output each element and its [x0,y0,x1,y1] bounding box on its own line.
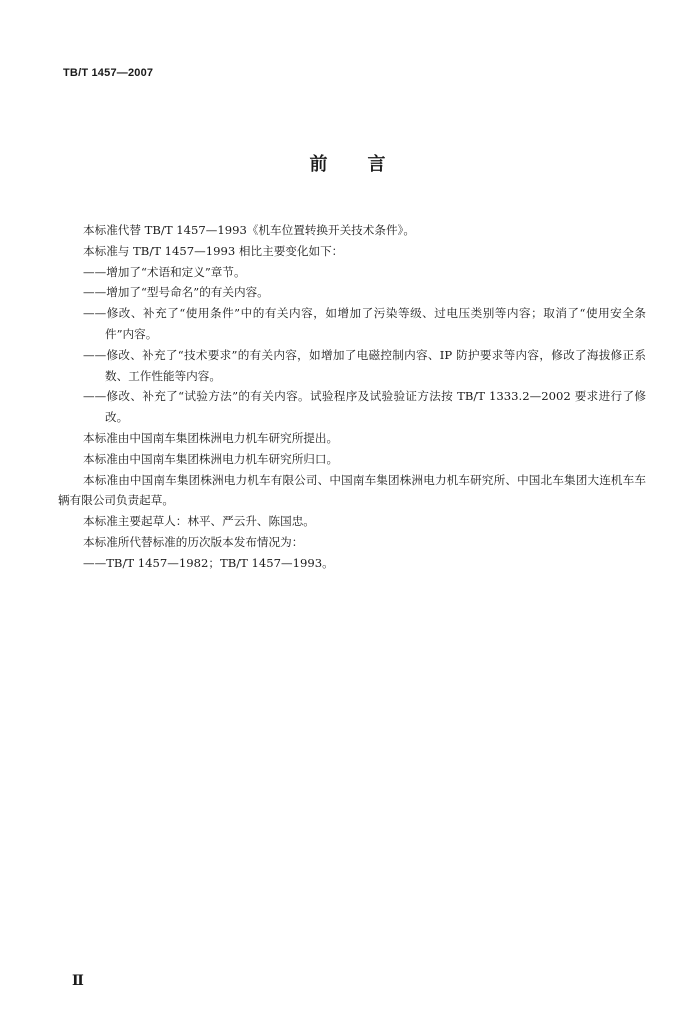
paragraph-drafters: 本标准主要起草人：林平、严云升、陈国忠。 [83,514,315,529]
page-number: Ⅱ [72,974,84,989]
paragraph-proposed-by: 本标准由中国南车集团株洲电力机车研究所提出。 [83,430,339,445]
paragraph-changes-intro: 本标准与 TB/T 1457—1993 相比主要变化如下： [83,243,344,258]
paragraph-history-intro: 本标准所代替标准的历次版本发布情况为： [83,534,304,549]
document-body [58,220,646,574]
list-item-history: ——TB/T 1457—1982；TB/T 1457—1993。 [83,555,334,570]
list-item-terms: ——增加了“术语和定义”章节。 [83,264,246,279]
page-title: 前言 [309,154,426,175]
list-item-tech-requirements: ——修改、补充了“技术要求”的有关内容，如增加了电磁控制内容、IP 防护要求等内容，修改了海拔修正系数、工作性能等内容。 [83,347,646,383]
list-item-model-naming: ——增加了“型号命名”的有关内容。 [83,285,269,300]
list-item-test-methods: ——修改、补充了“试验方法”的有关内容。试验程序及试验验证方法按 TB/T 1333.2—2002 要求进行了修改。 [83,389,646,425]
paragraph-centralized-by: 本标准由中国南车集团株洲电力机车研究所归口。 [83,451,339,466]
paragraph-drafted-by: 本标准由中国南车集团株洲电力机车有限公司、中国南车集团株洲电力机车研究所、中国北车集团大连机车车辆有限公司负责起草。 [58,472,646,508]
list-item-conditions: ——修改、补充了“使用条件”中的有关内容，如增加了污染等级、过电压类别等内容；取消了“使用安全条件”内容。 [83,306,646,341]
standard-code-header: TB/T 1457—2007 [63,67,154,79]
paragraph-replaces: 本标准代替 TB/T 1457—1993《机车位置转换开关技术条件》。 [83,223,415,237]
